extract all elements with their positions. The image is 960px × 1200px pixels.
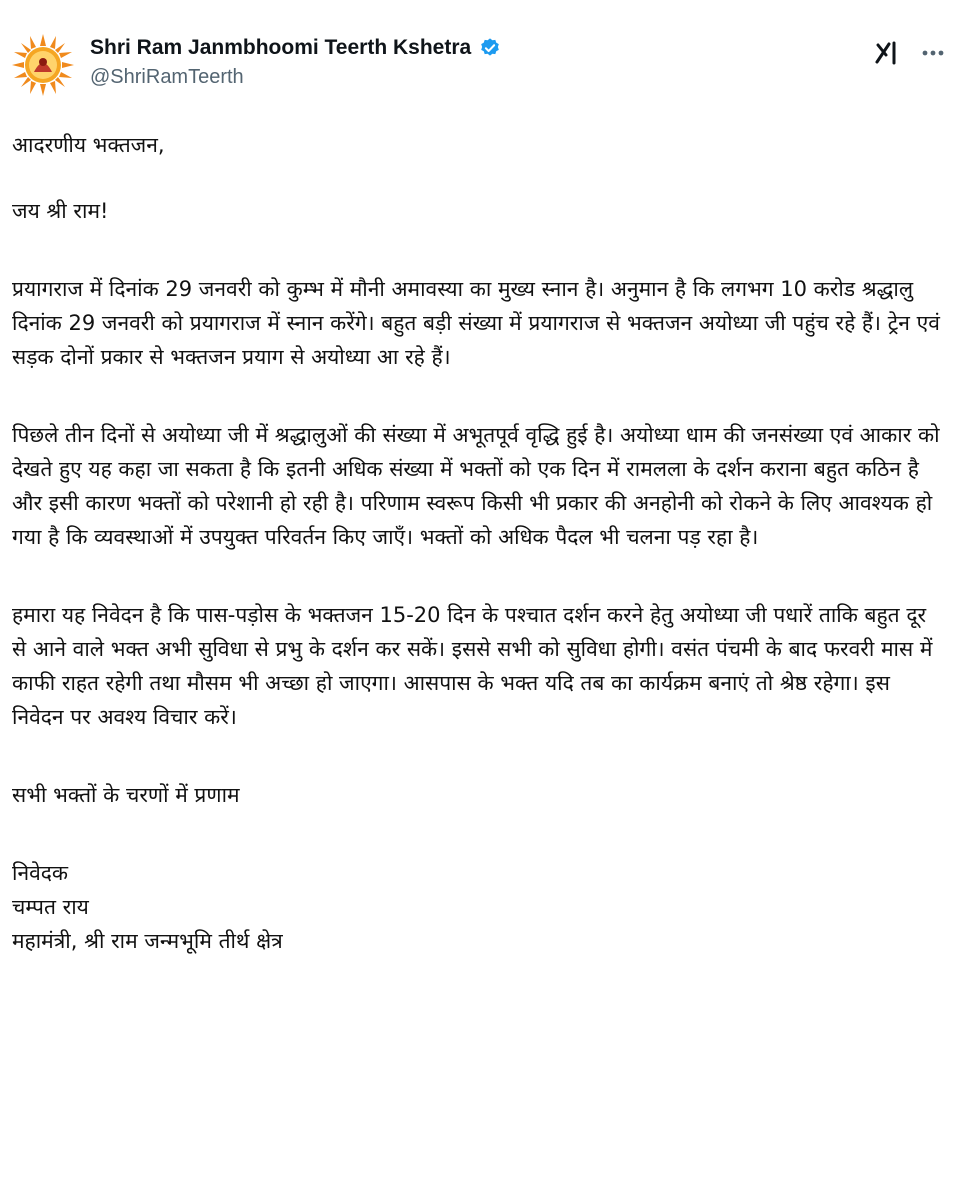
more-options-icon <box>916 38 950 68</box>
post-greeting: जय श्री राम! <box>12 199 109 223</box>
post-paragraph-3: हमारा यह निवेदन है कि पास-पड़ोस के भक्तजन 15-20 दिन के पश्चात दर्शन करने हेतु अयोध्या जी पधारें ताकि बहुत दूर से आने वाले भक्त अभी सुविधा से प्रभु के दर्शन कर सकें। इससे सभी को सुविधा होगी। वसंत पंचमी के बाद फरवरी मास में काफी राहत रहेगी तथा मौसम भी अच्छा हो जाएगा। आसपास के भक्त यदि तब का कार्यक्रम बनाएं तो श्रेष्ठ रहेगा। इस निवेदन पर अवश्य विचार करें। <box>12 603 933 729</box>
signature-label: निवेदक <box>12 861 69 885</box>
name-row <box>90 36 501 60</box>
post-paragraph-1: प्रयागराज में दिनांक 29 जनवरी को कुम्भ में मौनी अमावस्या का मुख्य स्नान है। अनुमान है कि लगभग 10 करोड श्रद्धालु दिनांक 29 जनवरी को प्रयागराज में स्नान करेंगे। बहुत बड़ी संख्या में प्रयागराज से भक्तजन अयोध्या जी पहुंच रहे हैं। ट्रेन एवं सड़क दोनों प्रकार से भक्तजन प्रयाग से अयोध्या आ रहे हैं। <box>12 277 940 369</box>
grok-icon <box>872 38 906 68</box>
avatar[interactable] <box>10 32 76 98</box>
account-name[interactable]: Shri Ram Janmbhoomi Teerth Kshetra <box>90 36 472 59</box>
author-info <box>90 36 501 89</box>
post-salutation: आदरणीय भक्तजन, <box>12 133 165 157</box>
post-paragraph-2: पिछले तीन दिनों से अयोध्या जी में श्रद्धालुओं की संख्या में अभूतपूर्व वृद्धि हुई है। अयोध्या धाम की जनसंख्या एवं आकार को देखते हुए यह कहा जा सकता है कि इतनी अधिक संख्या में भक्तों को एक दिन में रामलला के दर्शन कराना बहुत कठिन है और इसी कारण भक्तों को परेशानी हो रही है। परिणाम स्वरूप किसी भी प्रकार की अनहोनी को रोकने के लिए आवश्यक हो गया है कि व्यवस्थाओं में उपयुक्त परिवर्तन किए जाएँ। भक्तों को अधिक पैदल भी चलना पड़ रहा है। <box>12 423 940 549</box>
post-header <box>0 0 960 110</box>
signature-block <box>12 856 942 958</box>
more-options-button[interactable] <box>916 38 950 68</box>
verified-badge-icon <box>479 37 501 59</box>
sun-logo-icon <box>10 32 76 98</box>
grok-button[interactable] <box>872 38 906 68</box>
post-text <box>12 128 942 958</box>
post-signoff: सभी भक्तों के चरणों में प्रणाम <box>12 783 240 807</box>
signature-name: चम्पत राय <box>12 895 89 919</box>
account-handle[interactable]: @ShriRamTeerth <box>90 66 244 88</box>
signature-title: महामंत्री, श्री राम जन्मभूमि तीर्थ क्षेत्र <box>12 929 283 953</box>
